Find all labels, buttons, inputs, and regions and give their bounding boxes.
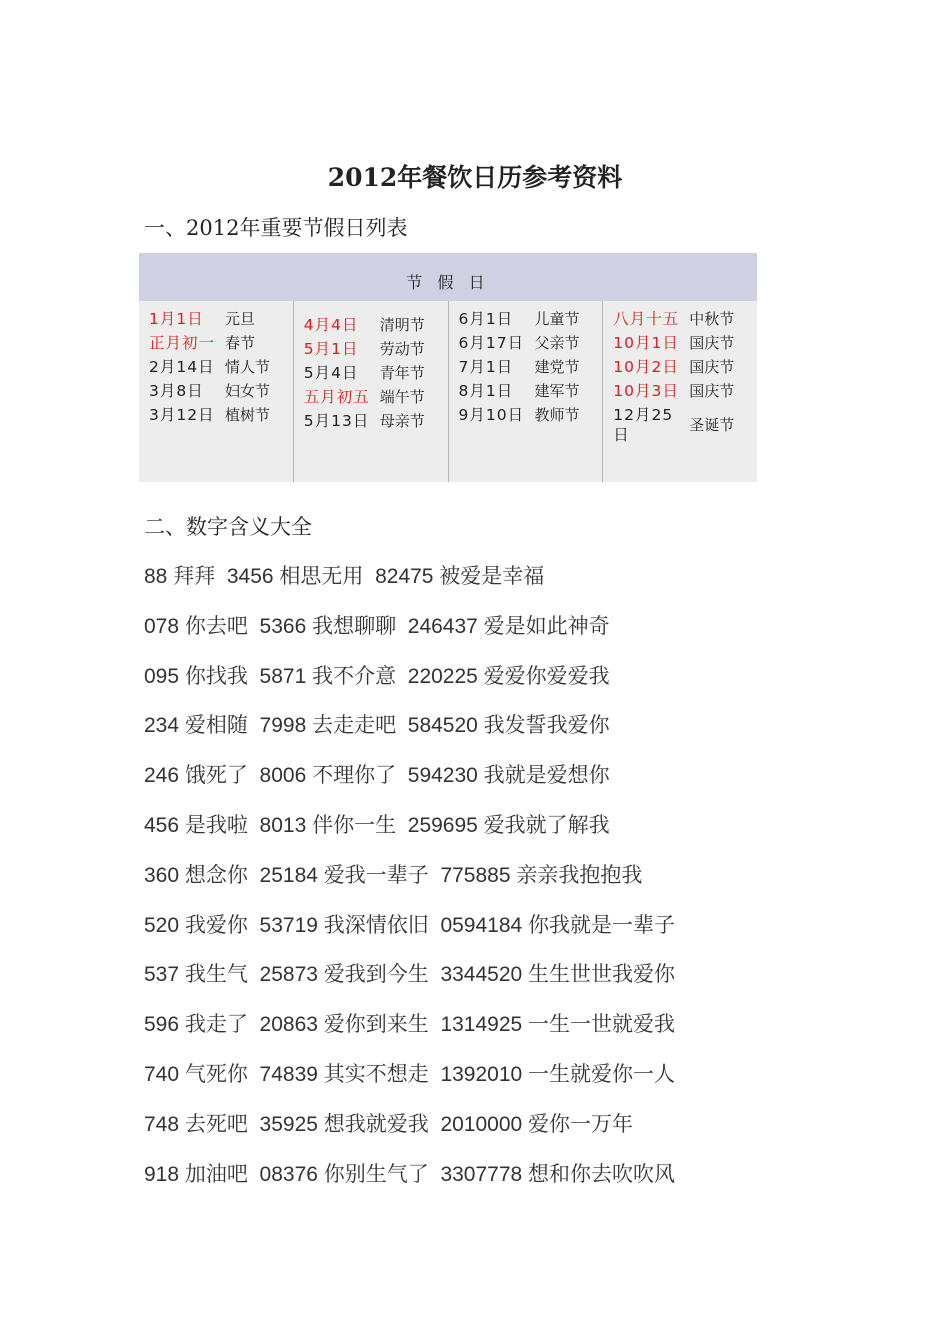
holiday-table-header: 节 假 日	[139, 253, 757, 301]
holiday-date: 10月2日	[613, 358, 679, 376]
number-meaning-line: 456 是我啦 8013 伴你一生 259695 爱我就了解我	[144, 814, 610, 837]
holiday-name: 青年节	[379, 364, 425, 382]
holiday-row	[149, 405, 285, 425]
holiday-column	[448, 301, 603, 482]
holiday-name: 建党节	[534, 358, 580, 376]
holiday-column	[293, 301, 448, 482]
holiday-row	[613, 381, 749, 401]
holiday-name: 情人节	[225, 358, 271, 376]
holiday-date: 8月1日	[458, 382, 514, 400]
holiday-column	[602, 301, 757, 482]
number-meaning-line: 537 我生气 25873 爱我到今生 3344520 生生世世我爱你	[144, 963, 676, 987]
section-heading-holidays: 一、2012年重要节假日列表	[144, 216, 408, 240]
page-title: 2012年餐饮日历参考资料	[327, 163, 623, 192]
holiday-date: 7月1日	[458, 358, 514, 376]
holiday-row	[304, 411, 440, 431]
holiday-row	[459, 381, 595, 401]
holiday-date: 正月初一	[149, 334, 216, 352]
holiday-name: 国庆节	[689, 382, 735, 400]
holiday-name: 清明节	[379, 316, 425, 334]
holiday-name: 圣诞节	[689, 416, 735, 434]
holiday-date: 1月1日	[149, 310, 204, 328]
holiday-name: 植树节	[225, 406, 271, 424]
holiday-row	[613, 309, 749, 329]
number-meaning-line: 740 气死你 74839 其实不想走 1392010 一生就爱你一人	[144, 1063, 676, 1086]
holiday-name: 父亲节	[534, 334, 580, 352]
holiday-row	[304, 363, 440, 383]
holiday-row	[304, 339, 440, 359]
holiday-name: 端午节	[379, 388, 425, 406]
section-heading-numbers: 二、数字含义大全	[144, 515, 312, 539]
holiday-date: 4月4日	[303, 316, 359, 334]
holiday-date: 八月十五	[613, 310, 680, 328]
holiday-row	[459, 357, 595, 377]
holiday-date: 10月1日	[613, 334, 679, 352]
holiday-name: 中秋节	[689, 310, 735, 328]
number-meaning-line: 078 你去吧 5366 我想聊聊 246437 爱是如此神奇	[144, 614, 610, 638]
holiday-date: 6月1日	[458, 310, 514, 328]
holiday-table	[139, 253, 757, 482]
holiday-name: 春节	[225, 334, 256, 352]
holiday-row	[613, 357, 749, 377]
holiday-row	[149, 357, 285, 377]
number-meaning-line: 520 我爱你 53719 我深情依旧 0594184 你我就是一辈子	[144, 913, 676, 937]
number-meaning-line: 748 去死吧 35925 想我就爱我 2010000 爱你一万年	[144, 1112, 634, 1136]
holiday-row	[149, 381, 285, 401]
holiday-date: 3月8日	[149, 382, 204, 400]
holiday-row	[459, 333, 595, 353]
holiday-column	[139, 301, 293, 482]
number-meaning-line: 246 饿死了 8006 不理你了 594230 我就是爱想你	[144, 764, 610, 788]
holiday-name: 儿童节	[534, 310, 580, 328]
holiday-date: 10月3日	[613, 382, 679, 400]
holiday-date: 2月14日	[149, 358, 215, 376]
holiday-name: 建军节	[534, 382, 580, 400]
holiday-name: 教师节	[534, 406, 580, 424]
holiday-date: 3月12日	[149, 406, 215, 424]
number-meaning-line: 918 加油吧 08376 你别生气了 3307778 想和你去吹吹风	[144, 1162, 676, 1186]
holiday-row	[149, 309, 285, 329]
holiday-name: 国庆节	[689, 334, 735, 352]
holiday-name: 元旦	[225, 310, 256, 328]
holiday-row	[613, 405, 749, 445]
number-meaning-line: 234 爱相随 7998 去走走吧 584520 我发誓我爱你	[144, 714, 610, 738]
holiday-name: 妇女节	[225, 382, 271, 400]
holiday-date: 五月初五	[303, 388, 370, 406]
holiday-name: 国庆节	[689, 358, 735, 376]
holiday-date: 12月25日	[613, 406, 674, 444]
holiday-row	[459, 405, 595, 425]
number-meaning-line: 596 我走了 20863 爱你到来生 1314925 一生一世就爱我	[144, 1013, 676, 1037]
holiday-name: 劳动节	[379, 340, 425, 358]
holiday-date: 5月1日	[303, 340, 359, 358]
holiday-row	[613, 333, 749, 353]
holiday-columns	[139, 301, 757, 482]
holiday-row	[304, 315, 440, 335]
holiday-name: 母亲节	[379, 412, 425, 430]
holiday-row	[304, 387, 440, 407]
holiday-row	[149, 333, 285, 353]
number-meaning-line: 360 想念你 25184 爱我一辈子 775885 亲亲我抱抱我	[144, 863, 643, 887]
holiday-date: 5月4日	[303, 364, 359, 382]
number-meaning-line: 88 拜拜 3456 相思无用 82475 被爱是幸福	[144, 565, 545, 588]
holiday-date: 9月10日	[458, 406, 525, 424]
holiday-date: 5月13日	[303, 412, 370, 430]
holiday-date: 6月17日	[458, 334, 525, 352]
holiday-row	[459, 309, 595, 329]
number-meaning-line: 095 你找我 5871 我不介意 220225 爱爱你爱爱我	[144, 664, 610, 688]
